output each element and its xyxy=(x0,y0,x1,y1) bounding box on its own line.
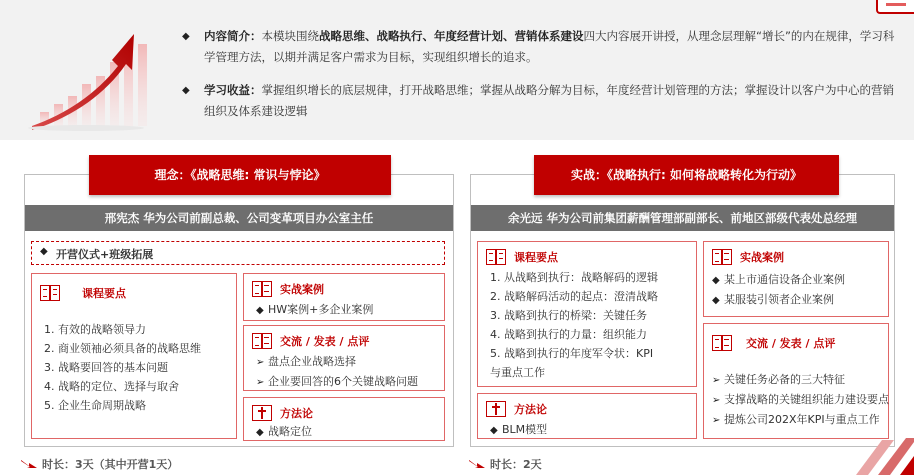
document-icon xyxy=(252,333,272,349)
diamond-bullet-icon: ◆ xyxy=(40,246,48,257)
cases-box: 实战案例 ◆ 某上市通信设备企业案例 ◆ 某服装引领者企业案例 xyxy=(703,241,889,317)
method-pin-icon xyxy=(486,401,506,417)
diamond-bullet-icon: ◆ xyxy=(182,85,190,96)
method-pin-icon xyxy=(252,405,272,421)
list-item: 4. 战略到执行的力量：组织能力 xyxy=(490,328,647,341)
split-columns-icon xyxy=(40,285,60,301)
list-item: ◆ HW案例+多企业案例 xyxy=(256,300,373,320)
diamond-bullet-icon: ◆ xyxy=(712,275,720,286)
intro-learning-benefit: ◆ 学习收益：掌握组织增长的底层规律，打开战略思维；掌握从战略分解为目标，年度经营计划管理的方法；掌握设计以客户为中心的营销组织及体系建设逻辑 xyxy=(180,80,895,122)
intro-label: 学习收益： xyxy=(204,83,262,97)
list-item: ➢ 支撑战略的关键组织能力建设要点 xyxy=(712,390,889,410)
arrow-bullet-icon: ➢ xyxy=(256,357,265,368)
key-points-box: 课程要点 1. 从战略到执行：战略解码的逻辑 2. 战略解码活动的起点：澄清战略 3. 战略到执行的桥梁：关键任务 4. 战略到执行的力量：组织能力 5. 战略到执行的年度军令状：KPI 与重点工作 xyxy=(477,241,697,387)
list-item: ➢ 提炼公司202X年KPI与重点工作 xyxy=(712,410,889,430)
speaker-bar: 邢宪杰 华为公司前副总裁、公司变革项目办公室主任 xyxy=(25,205,453,231)
list-item: 1. 从战略到执行：战略解码的逻辑 xyxy=(490,271,658,284)
method-list xyxy=(490,420,547,440)
split-columns-icon xyxy=(486,249,506,265)
discussion-box: 交流 / 发表 / 点评 ➢ 盘点企业战略选择 ➢ 企业要回答的6个关键战略问题 xyxy=(243,325,445,391)
duration-right: 时长：2天 xyxy=(468,456,542,472)
list-item: ◆ 战略定位 xyxy=(256,422,312,442)
arrow-bullet-icon: ➢ xyxy=(712,375,721,386)
method-box: 方法论 ◆ 战略定位 xyxy=(243,397,445,441)
intro-text xyxy=(180,26,895,134)
document-icon xyxy=(712,249,732,265)
duration-left: 时长：3天（其中开营1天） xyxy=(20,456,178,472)
module-title-left: 理念：《战略思维: 常识与悖论》 xyxy=(89,155,391,195)
list-item: ➢ 企业要回答的6个关键战略问题 xyxy=(256,372,418,392)
list-item: 4. 战略的定位、选择与取舍 xyxy=(44,380,179,393)
discussion-list xyxy=(256,352,418,392)
list-item: 3. 战略要回答的基本问题 xyxy=(44,361,168,374)
diamond-bullet-icon: ◆ xyxy=(256,427,264,438)
list-item: ➢ 盘点企业战略选择 xyxy=(256,352,418,372)
key-points-list xyxy=(490,268,658,382)
opening-box: ◆ 开营仪式+班级拓展 xyxy=(31,241,445,265)
arrow-bullet-icon: ➢ xyxy=(712,415,721,426)
key-points-list xyxy=(44,320,201,415)
trend-arrow-icon xyxy=(20,459,38,469)
key-points-box: 课程要点 1. 有效的战略领导力 2. 商业领袖必须具备的战略思维 3. 战略要回答的基本问题 4. 战略的定位、选择与取舍 5. 企业生命周期战略 xyxy=(31,273,237,439)
list-item: ◆ 某服装引领者企业案例 xyxy=(712,290,845,310)
discussion-box: 交流 / 发表 / 点评 ➢ 关键任务必备的三大特征 ➢ 支撑战略的关键组织能力建设要点 ➢ 提炼公司202X年KPI与重点工作 xyxy=(703,323,889,439)
arrow-bullet-icon: ➢ xyxy=(712,395,721,406)
document-icon xyxy=(712,335,732,351)
intro-content-summary: ◆ 内容简介：本模块围绕战略思维、战略执行、年度经营计划、营销体系建设四大内容展开讲授，从理念层理解“增长”的内在规律，学习科学管理方法，以期并满足客户需求为目标，实现组织增长的追求。 xyxy=(180,26,895,68)
list-item: ◆ BLM模型 xyxy=(490,420,547,440)
speaker-bar: 余光远 华为公司前集团薪酬管理部副部长、前地区部级代表处总经理 xyxy=(471,205,894,231)
course-card-left xyxy=(24,174,454,447)
course-card-right xyxy=(470,174,895,447)
cases-list xyxy=(712,270,845,310)
discussion-list xyxy=(712,370,889,430)
diamond-bullet-icon: ◆ xyxy=(182,31,190,42)
list-item: 3. 战略到执行的桥梁：关键任务 xyxy=(490,309,647,322)
list-item: 5. 战略到执行的年度军令状：KPI xyxy=(490,347,654,360)
diamond-bullet-icon: ◆ xyxy=(712,295,720,306)
diamond-bullet-icon: ◆ xyxy=(490,425,498,436)
corner-tab-decoration xyxy=(876,0,914,14)
cases-box: 实战案例 ◆ HW案例+多企业案例 xyxy=(243,273,445,321)
list-item: ➢ 关键任务必备的三大特征 xyxy=(712,370,889,390)
module-title-right: 实战：《战略执行: 如何将战略转化为行动》 xyxy=(534,155,839,195)
list-item: 5. 企业生命周期战略 xyxy=(44,399,146,412)
intro-label: 内容简介： xyxy=(204,29,262,43)
method-list xyxy=(256,422,312,442)
trend-arrow-icon xyxy=(468,459,486,469)
arrow-bullet-icon: ➢ xyxy=(256,377,265,388)
intro-section xyxy=(0,0,914,140)
diagonal-stripes-decoration xyxy=(836,430,914,475)
growth-chart-icon xyxy=(26,14,176,132)
list-item: 2. 战略解码活动的起点：澄清战略 xyxy=(490,290,658,303)
method-box: 方法论 ◆ BLM模型 xyxy=(477,393,697,439)
cases-list xyxy=(256,300,373,320)
list-item: 2. 商业领袖必须具备的战略思维 xyxy=(44,342,201,355)
list-item: 与重点工作 xyxy=(490,366,545,379)
list-item: 1. 有效的战略领导力 xyxy=(44,323,146,336)
list-item: ◆ 某上市通信设备企业案例 xyxy=(712,270,845,290)
diamond-bullet-icon: ◆ xyxy=(256,305,264,316)
document-icon xyxy=(252,281,272,297)
